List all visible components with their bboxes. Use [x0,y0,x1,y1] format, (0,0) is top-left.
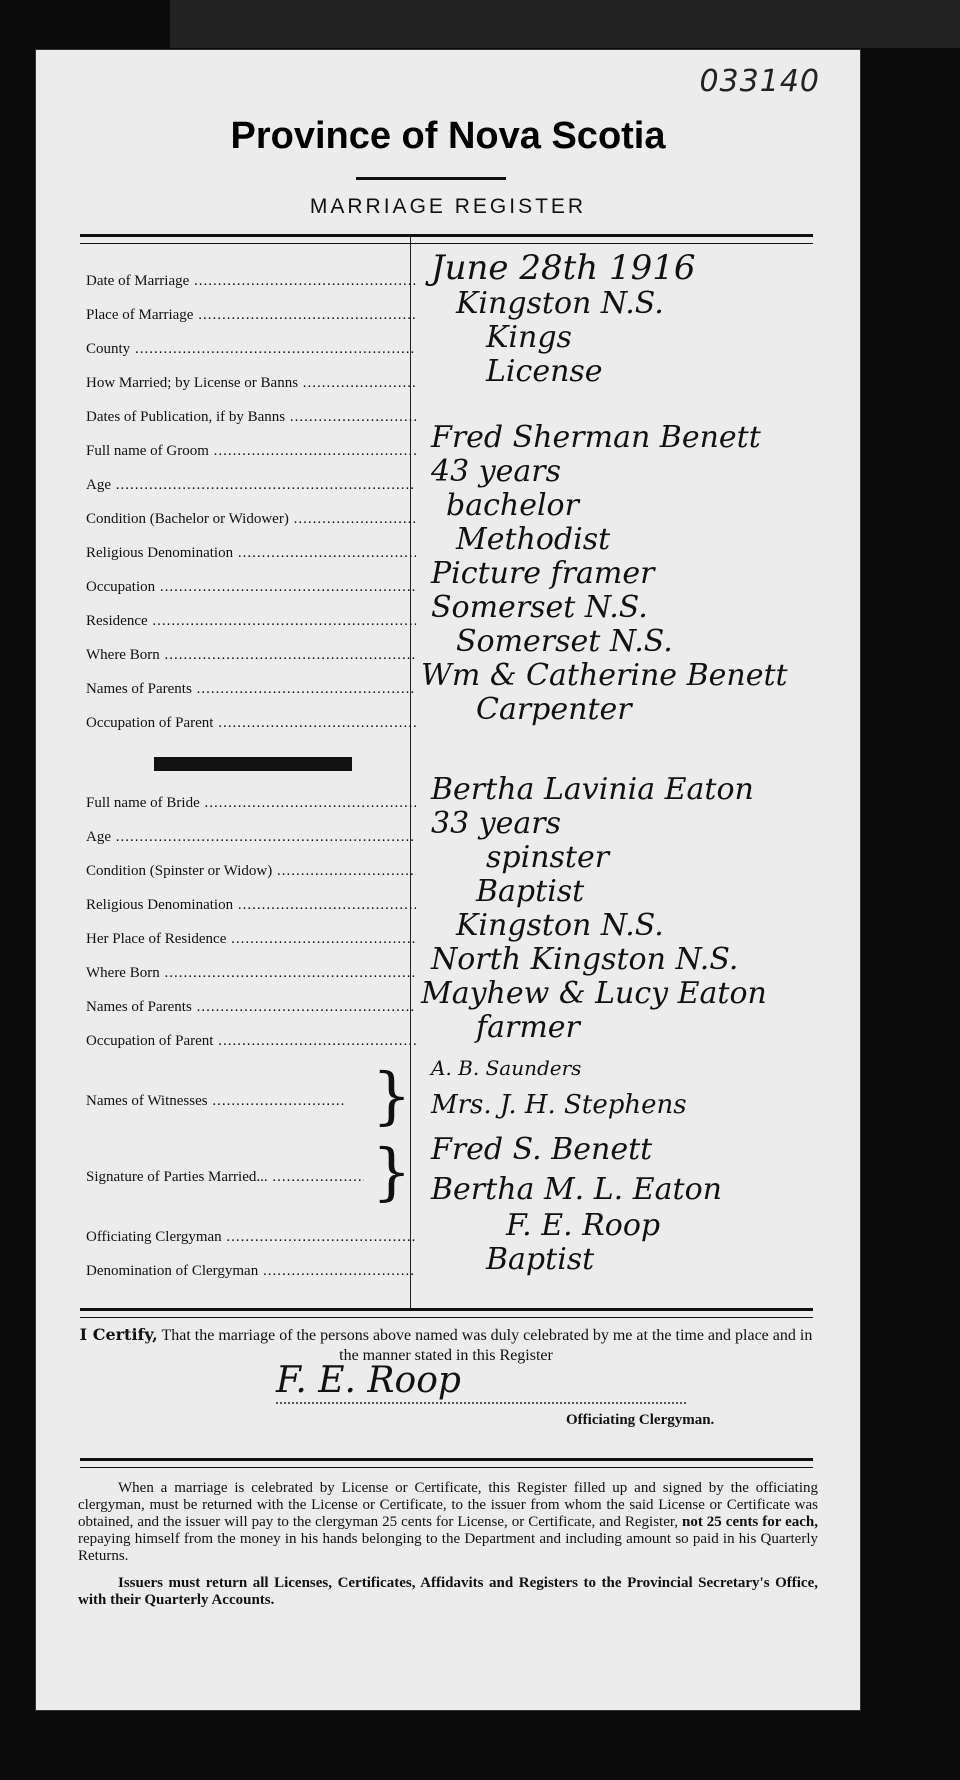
field-label: Where Born ..... [86,646,416,664]
witness-2: Mrs. J. H. Stephens [431,1090,687,1120]
field-value-groom-residence: Somerset N.S. [431,590,648,625]
field-label: Religious Denomination ..... [86,544,416,562]
field-label: Condition (Bachelor or Widower) ..... [86,510,416,528]
field-value-bride-parents: Mayhew & Lucy Eaton [421,976,767,1011]
field-value-groom-condition: bachelor [446,488,579,523]
field-label: Names of Witnesses ..... [86,1092,346,1110]
witness-1: A. B. Saunders [431,1056,582,1080]
notice-text-b: repaying himself from the money in his hands belonging to the Department and including amount so paid in his Quarterly Returns. [78,1531,818,1564]
field-value-groom-birthplace: Somerset N.S. [456,624,673,659]
notice-paragraph-1 [78,1480,818,1565]
notice-divider [80,1458,813,1468]
field-value-date: June 28th 1916 [431,248,696,288]
field-label: Condition (Spinster or Widow) ..... [86,862,416,880]
field-label: Dates of Publication, if by Banns ..... [86,408,416,426]
notice-text-a: When a marriage is celebrated by License or Certificate, this Register filled up and signed by the officiating clergyman, must be returned with the License or Certificate, to the issuer from whom the said License or Certificate was obtained, and the issuer will pay to the clergyman 25 cents for License, or Certificate, and Register, [78,1480,818,1530]
certify-body: That the marriage of the persons above named was duly celebrated by me at the time and place and in the manner stated in this Register [161,1327,813,1364]
field-label: Full name of Bride ..... [86,794,416,812]
field-value-groom-religion: Methodist [456,522,611,557]
form-subtitle: MARRIAGE REGISTER [309,195,587,218]
field-label: Age ..... [86,476,416,494]
field-label: Full name of Groom ..... [86,442,416,460]
serial-number: 033140 [699,64,820,99]
field-label: Where Born ..... [86,964,416,982]
witnesses-brace: } [372,1059,412,1132]
film-edge-strip [170,0,960,48]
field-value-groom-name: Fred Sherman Benett [431,420,761,455]
field-value-bride-name: Bertha Lavinia Eaton [431,772,754,807]
field-label: Officiating Clergyman ..... [86,1228,416,1246]
field-value-how-married: License [486,354,603,389]
field-value-groom-parent-occupation: Carpenter [476,692,632,727]
signature-caption: Officiating Clergyman. [566,1412,715,1428]
certify-lead: I Certify, [79,1325,158,1344]
field-label: Residence ..... [86,612,416,630]
notice-text-bold: not 25 cents for each, [682,1514,819,1530]
field-value-county: Kings [486,320,572,355]
signature-line [276,1402,686,1404]
signature-label: Signature of Parties Married... ..... [86,1168,364,1186]
field-value-bride-parent-occupation: farmer [476,1010,580,1045]
field-label: Her Place of Residence ..... [86,930,416,948]
field-value-bride-condition: spinster [486,840,610,875]
field-value-bride-age: 33 years [431,806,562,841]
field-label: County ..... [86,340,416,358]
signature-bride: Bertha M. L. Eaton [431,1172,722,1207]
field-value-place: Kingston N.S. [456,286,664,321]
notice-paragraph-2: Issuers must return all Licenses, Certificates, Affidavits and Registers to the Provincial Secretary's Office, with their Quarterly Accounts. [78,1575,818,1608]
signatures-brace: } [372,1135,412,1208]
field-value-bride-residence: Kingston N.S. [456,908,664,943]
instructions-notice [78,1480,818,1619]
register-form [36,50,860,1710]
title-divider [356,177,506,180]
field-value-groom-occupation: Picture framer [431,556,655,591]
page-title: Province of Nova Scotia [230,115,666,157]
field-label: Occupation of Parent ..... [86,714,416,732]
field-label: Religious Denomination ..... [86,896,416,914]
field-label: Occupation of Parent ..... [86,1032,416,1050]
field-value-bride-birthplace: North Kingston N.S. [431,942,739,977]
field-value-groom-age: 43 years [431,454,562,489]
field-label: Names of Parents ..... [86,680,416,698]
field-value-groom-parents: Wm & Catherine Benett [421,658,788,693]
field-label: Occupation ..... [86,578,416,596]
header-divider [80,234,813,244]
field-label: Names of Parents ..... [86,998,416,1016]
field-label: Denomination of Clergyman ..... [86,1262,416,1280]
certification-signature: F. E. Roop [276,1360,461,1401]
field-value-clergyman: F. E. Roop [506,1208,661,1243]
signature-groom: Fred S. Benett [431,1132,653,1167]
field-label: Age ..... [86,828,416,846]
field-label: How Married; by License or Banns ..... [86,374,416,392]
field-value-clergy-denomination: Baptist [486,1242,595,1277]
field-label: Date of Marriage ..... [86,272,416,290]
section-separator-bar [154,757,352,771]
field-label: Place of Marriage ..... [86,306,416,324]
certification-divider [80,1308,813,1318]
field-value-bride-religion: Baptist [476,874,585,909]
